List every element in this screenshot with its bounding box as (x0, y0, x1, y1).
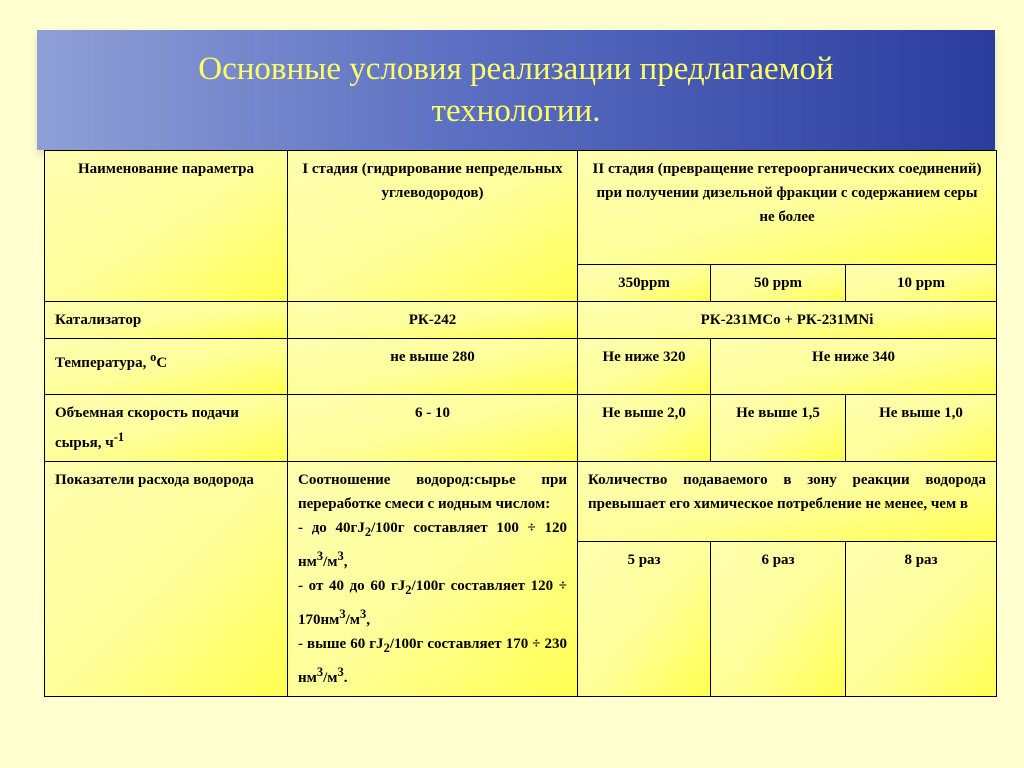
temperature-unit: С (156, 355, 168, 371)
hydrogen-intro: Соотношение водород:сырье при переработке смеси с иодным числом: (298, 472, 567, 512)
title-banner (37, 30, 995, 150)
catalyst-stage1: РК-242 (288, 302, 578, 339)
title-line-1: Основные условия реализации предлагаемой (198, 51, 834, 87)
temperature-stage1: не выше 280 (288, 339, 578, 395)
row-velocity-label (45, 395, 288, 462)
hydrogen-stage1 (288, 462, 578, 697)
header-ppm-50: 50 ppm (711, 265, 846, 302)
header-ppm-350: 350ppm (578, 265, 711, 302)
hydrogen-times-10ppm: 8 раз (846, 542, 997, 697)
velocity-50ppm: Не выше 1,5 (711, 395, 846, 462)
velocity-stage1: 6 - 10 (288, 395, 578, 462)
header-stage2: II стадия (превращение гетероорганических соединений) при получении дизельной фракции с содержанием серы не более (578, 151, 997, 265)
title-line-2: технологии. (431, 93, 601, 129)
header-ppm-10: 10 ppm (846, 265, 997, 302)
parameters-table (44, 150, 997, 697)
row-catalyst-label: Катализатор (45, 302, 288, 339)
catalyst-stage2: РК-231МСо + РК-231МNi (578, 302, 997, 339)
row-temperature-label (45, 339, 288, 395)
page-title (37, 30, 995, 150)
temperature-50-10ppm: Не ниже 340 (711, 339, 997, 395)
temperature-label-text: Температура, (55, 355, 151, 371)
velocity-10ppm: Не выше 1,0 (846, 395, 997, 462)
hydrogen-times-350ppm: 5 раз (578, 542, 711, 697)
velocity-label-text: Объемная скорость подачи сырья, ч (55, 405, 239, 451)
header-stage1: I стадия (гидрирование непредельных углеводородов) (288, 151, 578, 302)
hydrogen-stage2-text: Количество подаваемого в зону реакции водорода превышает его химическое потребление не менее, чем в (578, 462, 997, 542)
hydrogen-item-2: - от 40 до 60 $гJ_2/100г$ составляет $120 \div 170нм^3/м^3$, (298, 578, 567, 628)
header-param: Наименование параметра (45, 151, 288, 302)
hydrogen-item-3: - выше 60 $гJ_2/100г$ составляет 170 ÷ 230 $нм^3/м^3$. (298, 636, 567, 686)
velocity-unit-sup: -1 (113, 430, 125, 444)
velocity-350ppm: Не выше 2,0 (578, 395, 711, 462)
temperature-degree-sup: о (150, 350, 157, 364)
temperature-350ppm: Не ниже 320 (578, 339, 711, 395)
hydrogen-item-1: - до $40гJ_2/100г$ составляет 100 ÷ 120 $нм^3/м^3$, (298, 520, 567, 570)
row-hydrogen-label: Показатели расхода водорода (45, 462, 288, 697)
hydrogen-times-50ppm: 6 раз (711, 542, 846, 697)
